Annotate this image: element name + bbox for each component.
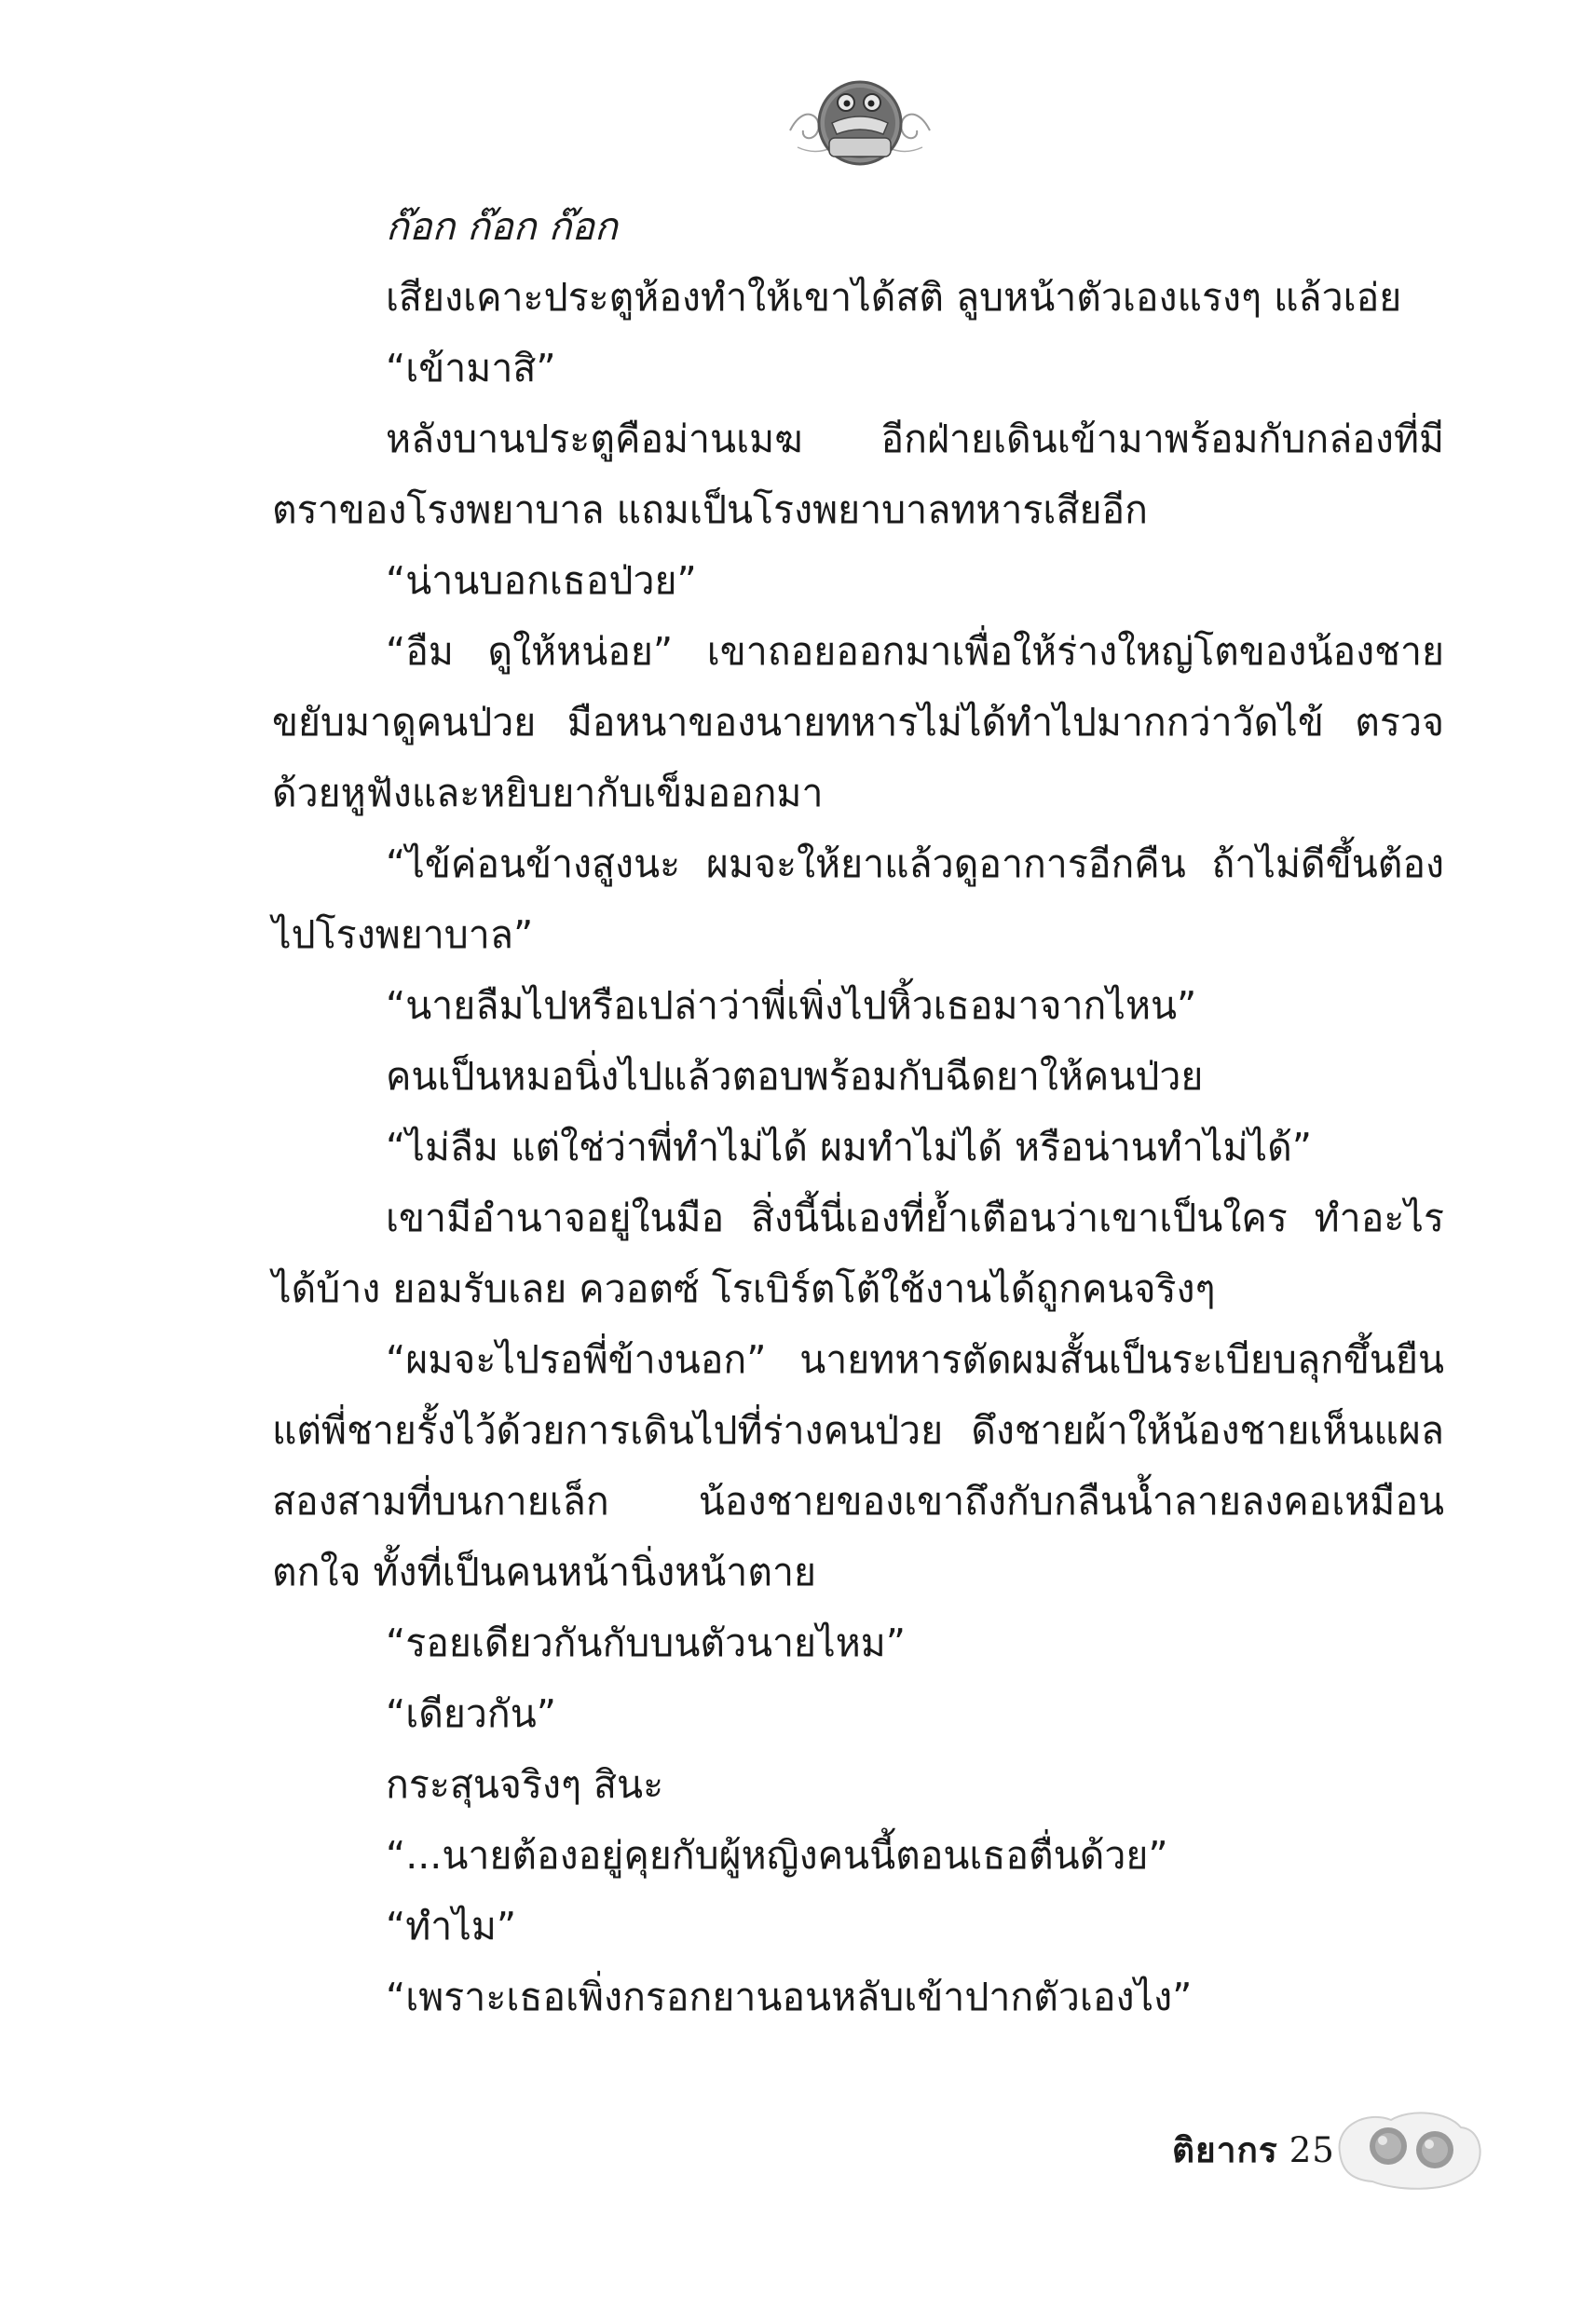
story-text [272,191,1444,2032]
paragraph: “...นายต้องอยู่คุยกับผู้หญิงคนนี้ตอนเธอตื่นด้วย” [386,1833,1168,1878]
paragraph: “ไข้ค่อนข้างสูงนะ ผมจะให้ยาแล้วดูอาการอีกคืน ถ้าไม่ดีขึ้นต้องไปโรงพยาบาล” [272,841,1444,957]
paragraph: “เดียวกัน” [386,1691,557,1736]
author-name: ติยากร [1172,2129,1278,2170]
novel-emblem-icon [781,65,939,177]
paragraph: หลังบานประตูคือม่านเมฆ อีกฝ่ายเดินเข้ามาพร้อมกับกล่องที่มีตราของโรงพยาบาล แถมเป็นโรงพยาบาลทหารเสียอีก [272,417,1444,532]
paragraph: “ผมจะไปรอพี่ข้างนอก” นายทหารตัดผมสั้นเป็นระเบียบลุกขึ้นยืน แต่พี่ชายรั้งไว้ด้วยการเดินไปที่ร่างคนป่วย ดึงชายผ้าให้น้องชายเห็นแผลสองสามที่บนกายเล็ก น้องชายของเขาถึงกับกลืนน้ำลายลงคอเหมือนตกใจ ทั้งที่เป็นคนหน้านิ่งหน้าตาย [272,1337,1444,1594]
page-footer [1172,2123,1335,2178]
paragraph: เขามีอำนาจอยู่ในมือ สิ่งนี้นี่เองที่ย้ำเตือนว่าเขาเป็นใคร ทำอะไรได้บ้าง ยอมรับเลย ควอตซ์ โรเบิร์ตโต้ใช้งานได้ถูกคนจริงๆ [272,1196,1444,1311]
header-logo [781,65,939,177]
paragraph: “อืม ดูให้หน่อย” เขาถอยออกมาเพื่อให้ร่างใหญ่โตของน้องชายขยับมาดูคนป่วย มือหนาของนายทหารไม่ได้ทำไปมากกว่าวัดไข้ ตรวจด้วยหูฟังและหยิบยากับเข็มออกมา [272,629,1444,815]
paragraph: กระสุนจริงๆ สินะ [386,1762,664,1807]
paragraph: “รอยเดียวกันกับบนตัวนายไหม” [386,1620,906,1665]
paragraph: “น่านบอกเธอป่วย” [386,558,697,603]
page-number: 25 [1289,2130,1335,2170]
paragraph: “นายลืมไปหรือเปล่าว่าพี่เพิ่งไปหิ้วเธอมาจากไหน” [386,983,1197,1028]
paragraph: “ทำไม” [386,1904,517,1949]
paragraph: ก๊อก ก๊อก ก๊อก [386,204,618,249]
paragraph: “เพราะเธอเพิ่งกรอกยานอนหลับเข้าปากตัวเองไง” [386,1975,1193,2019]
paragraph: “ไม่ลืม แต่ใช่ว่าพี่ทำไม่ได้ ผมทำไม่ได้ หรือน่านทำไม่ได้” [386,1125,1312,1169]
two-eggs-icon [1330,2101,1489,2195]
paragraph: เสียงเคาะประตูห้องทำให้เขาได้สติ ลูบหน้าตัวเองแรงๆ แล้วเอ่ย [386,275,1402,320]
paragraph: คนเป็นหมอนิ่งไปแล้วตอบพร้อมกับฉีดยาให้คนป่วย [386,1054,1204,1099]
paragraph: “เข้ามาสิ” [386,346,556,390]
